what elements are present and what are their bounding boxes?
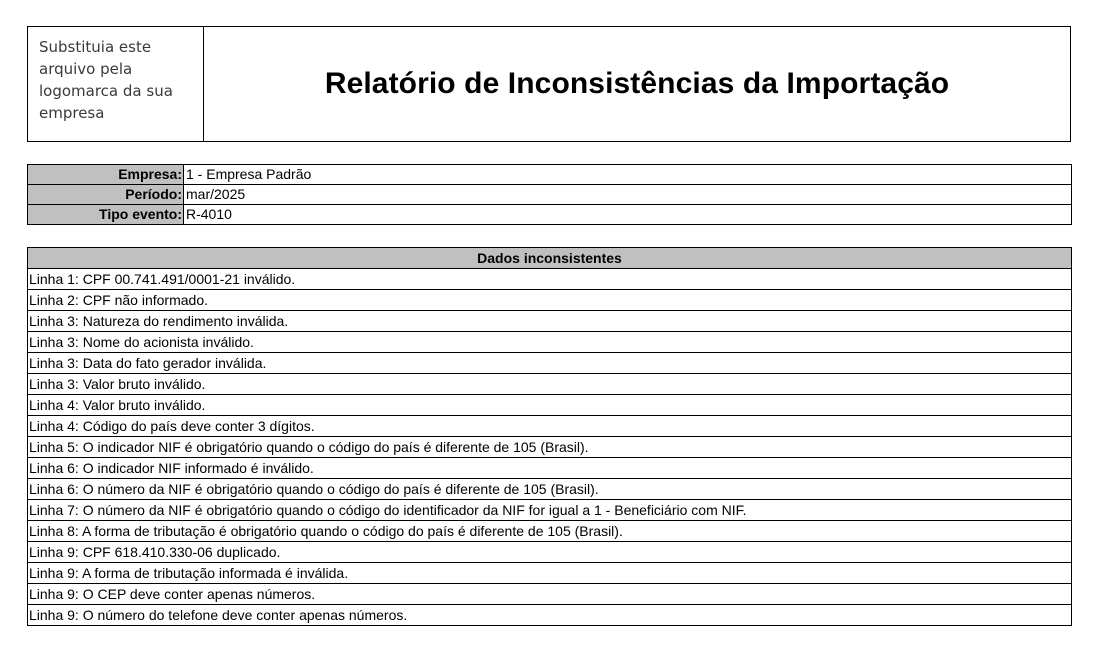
inconsistencies-list [28,269,1072,626]
info-row-tipo-evento [28,205,1072,225]
inconsistency-text: Linha 7: O número da NIF é obrigatório quando o código do identificador da NIF for igual a 1 - Beneficiário com NIF. [28,500,1072,521]
info-label: Empresa: [28,165,184,185]
inconsistency-text: Linha 9: CPF 618.410.330-06 duplicado. [28,542,1072,563]
table-row [28,269,1072,290]
logo-placeholder: Substituia este arquivo pela logomarca da sua empresa [28,27,204,141]
inconsistency-text: Linha 3: Natureza do rendimento inválida. [28,311,1072,332]
table-row [28,479,1072,500]
inconsistency-text: Linha 9: O CEP deve conter apenas números. [28,584,1072,605]
table-row [28,395,1072,416]
info-value: mar/2025 [184,185,1072,205]
table-row [28,437,1072,458]
table-row [28,311,1072,332]
table-header: Dados inconsistentes [28,248,1072,269]
report-info-table [27,164,1072,225]
table-row [28,605,1072,626]
inconsistency-text: Linha 1: CPF 00.741.491/0001-21 inválido. [28,269,1072,290]
info-value: R-4010 [184,205,1072,225]
inconsistency-text: Linha 6: O indicador NIF informado é inválido. [28,458,1072,479]
inconsistency-text: Linha 5: O indicador NIF é obrigatório quando o código do país é diferente de 105 (Brasil). [28,437,1072,458]
inconsistency-text: Linha 3: Data do fato gerador inválida. [28,353,1072,374]
inconsistency-text: Linha 6: O número da NIF é obrigatório quando o código do país é diferente de 105 (Brasil). [28,479,1072,500]
inconsistency-text: Linha 9: A forma de tributação informada é inválida. [28,563,1072,584]
table-row [28,500,1072,521]
info-label: Período: [28,185,184,205]
table-row [28,458,1072,479]
table-row [28,374,1072,395]
inconsistency-text: Linha 2: CPF não informado. [28,290,1072,311]
report-title: Relatório de Inconsistências da Importação [324,67,950,100]
inconsistencies-table [27,247,1072,626]
table-row [28,584,1072,605]
info-row-periodo [28,185,1072,205]
table-header-row [28,248,1072,269]
report-header [27,26,1071,142]
table-row [28,353,1072,374]
inconsistency-text: Linha 3: Nome do acionista inválido. [28,332,1072,353]
info-row-empresa [28,165,1072,185]
info-label: Tipo evento: [28,205,184,225]
inconsistency-text: Linha 8: A forma de tributação é obrigatório quando o código do país é diferente de 105 (Brasil). [28,521,1072,542]
inconsistency-text: Linha 9: O número do telefone deve conter apenas números. [28,605,1072,626]
table-row [28,416,1072,437]
table-row [28,521,1072,542]
table-row [28,290,1072,311]
inconsistency-text: Linha 4: Código do país deve conter 3 dígitos. [28,416,1072,437]
inconsistency-text: Linha 4: Valor bruto inválido. [28,395,1072,416]
table-row [28,542,1072,563]
inconsistency-text: Linha 3: Valor bruto inválido. [28,374,1072,395]
table-row [28,563,1072,584]
table-row [28,332,1072,353]
info-value: 1 - Empresa Padrão [184,165,1072,185]
